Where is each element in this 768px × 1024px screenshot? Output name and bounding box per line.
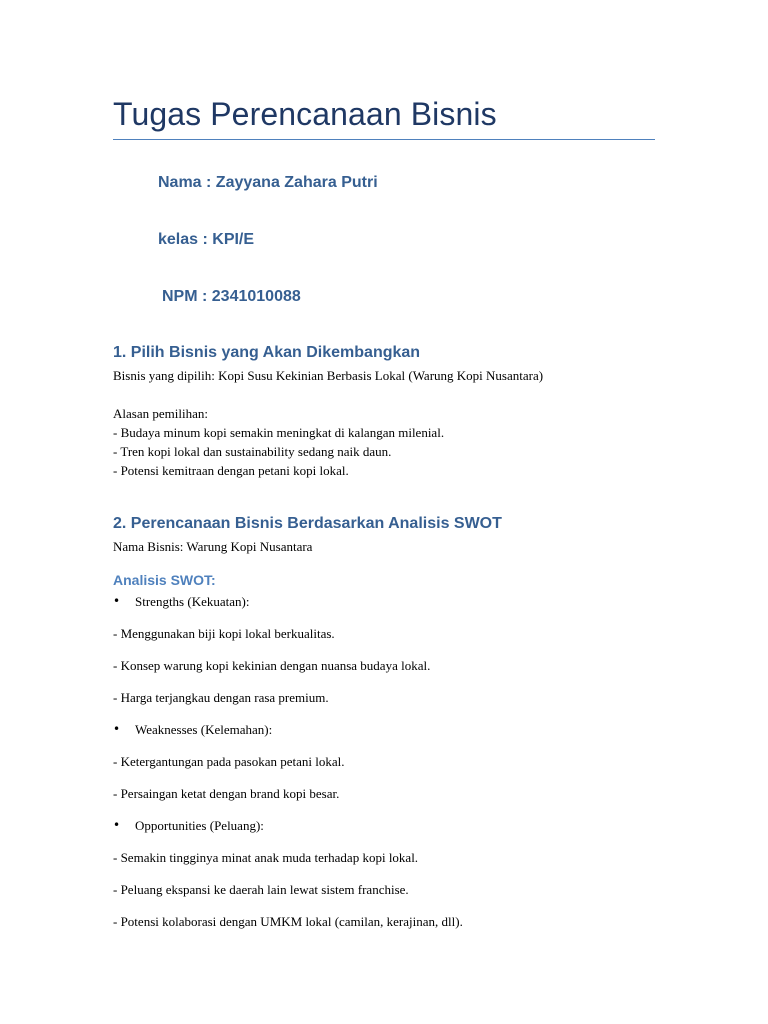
weakness-item: - Persaingan ketat dengan brand kopi besar. [113, 786, 340, 801]
opportunity-item: - Peluang ekspansi ke daerah lain lewat sistem franchise. [113, 882, 409, 897]
strength-item: - Konsep warung kopi kekinian dengan nuansa budaya lokal. [113, 658, 431, 673]
reason-item: - Budaya minum kopi semakin meningkat di kalangan milenial. [113, 425, 445, 440]
strength-item: - Harga terjangkau dengan rasa premium. [113, 690, 329, 705]
opportunity-item: - Potensi kolaborasi dengan UMKM lokal (camilan, kerajinan, dll). [113, 914, 463, 929]
reason-item: - Tren kopi lokal dan sustainability sedang naik daun. [113, 444, 392, 459]
document-title: Tugas Perencanaan Bisnis [113, 96, 497, 132]
strength-item: - Menggunakan biji kopi lokal berkualitas. [113, 626, 335, 641]
business-name: Nama Bisnis: Warung Kopi Nusantara [113, 539, 313, 554]
swot-heading: Analisis SWOT: [113, 572, 216, 588]
section-2-heading: 2. Perencanaan Bisnis Berdasarkan Analisis SWOT [113, 515, 502, 532]
bullet-dot-icon: • [113, 818, 121, 832]
weakness-item: - Ketergantungan pada pasokan petani lokal. [113, 754, 345, 769]
opportunity-item: - Semakin tingginya minat anak muda terhadap kopi lokal. [113, 850, 419, 865]
reasons-label: Alasan pemilihan: [113, 406, 208, 421]
weaknesses-label: Weaknesses (Kelemahan): [135, 722, 273, 737]
student-class: kelas : KPI/E [158, 231, 255, 248]
chosen-business: Bisnis yang dipilih: Kopi Susu Kekinian Berbasis Lokal (Warung Kopi Nusantara) [113, 368, 544, 383]
student-npm: NPM : 2341010088 [162, 288, 301, 305]
bullet-dot-icon: • [113, 594, 121, 608]
reason-item: - Potensi kemitraan dengan petani kopi lokal. [113, 463, 349, 478]
section-1-heading: 1. Pilih Bisnis yang Akan Dikembangkan [113, 344, 421, 361]
opportunities-label: Opportunities (Peluang): [135, 818, 264, 833]
bullet-dot-icon: • [113, 722, 121, 736]
title-underline [113, 139, 655, 140]
strengths-label: Strengths (Kekuatan): [135, 594, 250, 609]
student-name: Nama : Zayyana Zahara Putri [158, 174, 378, 191]
